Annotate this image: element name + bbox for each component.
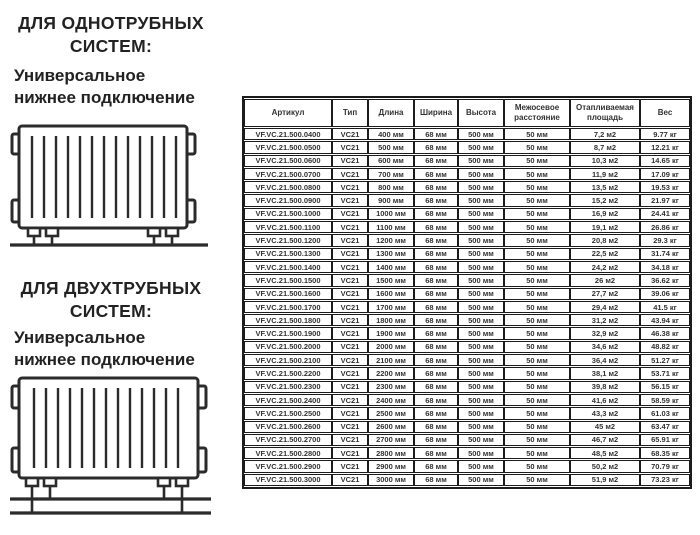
table-cell: 68 мм — [414, 447, 458, 459]
table-row — [244, 274, 690, 286]
table-cell: VC21 — [332, 301, 368, 313]
table-cell: 68 мм — [414, 421, 458, 433]
table-cell: VC21 — [332, 128, 368, 140]
table-cell: 68 мм — [414, 128, 458, 140]
table-cell: 50 мм — [504, 341, 570, 353]
table-cell: 500 мм — [458, 208, 504, 220]
one-pipe-heading-line2: СИСТЕМ: — [69, 36, 153, 57]
table-cell: 500 мм — [458, 327, 504, 339]
table-cell: 500 мм — [458, 261, 504, 273]
table-cell: 50 мм — [504, 155, 570, 167]
table-cell: 500 мм — [458, 301, 504, 313]
table-cell: VC21 — [332, 168, 368, 180]
table-cell: 68 мм — [414, 208, 458, 220]
table-cell: 15,2 м2 — [570, 194, 640, 206]
table-cell: 1100 мм — [368, 221, 414, 233]
table-cell: 68 мм — [414, 288, 458, 300]
table-cell: 70.79 кг — [640, 460, 690, 472]
table-cell: 500 мм — [458, 434, 504, 446]
table-cell: VF.VC.21.500.0800 — [244, 181, 332, 193]
table-cell: 2700 мм — [368, 434, 414, 446]
table-cell: 21.97 кг — [640, 194, 690, 206]
table-cell: 19,1 м2 — [570, 221, 640, 233]
table-cell: VC21 — [332, 208, 368, 220]
table-row — [244, 248, 690, 260]
table-cell: 68 мм — [414, 394, 458, 406]
table-cell: VF.VC.21.500.2400 — [244, 394, 332, 406]
table-cell: 1800 мм — [368, 314, 414, 326]
two-pipe-subheading-line2: нижнее подключение — [14, 350, 195, 370]
table-cell: 43,3 м2 — [570, 407, 640, 419]
one-pipe-heading-line1: ДЛЯ ОДНОТРУБНЫХ — [18, 13, 204, 33]
table-cell: 800 мм — [368, 181, 414, 193]
table-cell: 65.91 кг — [640, 434, 690, 446]
table-cell: 45 м2 — [570, 421, 640, 433]
table-cell: 19.53 кг — [640, 181, 690, 193]
table-cell: 63.47 кг — [640, 421, 690, 433]
table-cell: 500 мм — [458, 354, 504, 366]
table-cell: VC21 — [332, 141, 368, 153]
table-cell: VC21 — [332, 394, 368, 406]
table-cell: 68 мм — [414, 341, 458, 353]
table-cell: 68 мм — [414, 234, 458, 246]
table-cell: VF.VC.21.500.1900 — [244, 327, 332, 339]
table-row — [244, 434, 690, 446]
table-cell: 61.03 кг — [640, 407, 690, 419]
table-cell: 2900 мм — [368, 460, 414, 472]
table-cell: 39.06 кг — [640, 288, 690, 300]
table-cell: 1400 мм — [368, 261, 414, 273]
table-cell: 500 мм — [458, 421, 504, 433]
table-cell: 48,5 м2 — [570, 447, 640, 459]
table-cell: VF.VC.21.500.2000 — [244, 341, 332, 353]
table-cell: 1300 мм — [368, 248, 414, 260]
table-row — [244, 194, 690, 206]
table-cell: 68 мм — [414, 327, 458, 339]
table-row — [244, 421, 690, 433]
table-cell: 48.82 кг — [640, 341, 690, 353]
table-cell: 50 мм — [504, 128, 570, 140]
table-cell: 26.86 кг — [640, 221, 690, 233]
table-cell: 50,2 м2 — [570, 460, 640, 472]
table-cell: 500 мм — [458, 155, 504, 167]
table-cell: VC21 — [332, 421, 368, 433]
table-cell: VC21 — [332, 221, 368, 233]
table-cell: 1500 мм — [368, 274, 414, 286]
table-row — [244, 234, 690, 246]
table-cell: VC21 — [332, 248, 368, 260]
table-cell: 500 мм — [458, 381, 504, 393]
table-cell: 1200 мм — [368, 234, 414, 246]
table-cell: 2200 мм — [368, 367, 414, 379]
table-cell: VF.VC.21.500.1800 — [244, 314, 332, 326]
table-cell: 29.3 кг — [640, 234, 690, 246]
table-cell: 17.09 кг — [640, 168, 690, 180]
table-cell: 26 м2 — [570, 274, 640, 286]
two-pipe-subheading — [14, 327, 234, 371]
table-cell: 500 мм — [458, 194, 504, 206]
table-cell: 27,7 м2 — [570, 288, 640, 300]
table-cell: VC21 — [332, 261, 368, 273]
table-cell: 50 мм — [504, 460, 570, 472]
table-cell: VC21 — [332, 460, 368, 472]
table-cell: VC21 — [332, 341, 368, 353]
table-cell: VC21 — [332, 407, 368, 419]
table-cell: 500 мм — [458, 367, 504, 379]
table-cell: 500 мм — [458, 447, 504, 459]
table-row — [244, 181, 690, 193]
table-cell: 500 мм — [458, 341, 504, 353]
table-cell: 500 мм — [458, 314, 504, 326]
table-cell: 14.65 кг — [640, 155, 690, 167]
table-cell: 46,7 м2 — [570, 434, 640, 446]
column-header: Артикул — [244, 99, 332, 127]
table-cell: 50 мм — [504, 248, 570, 260]
table-header-row — [244, 99, 690, 127]
table-cell: 2100 мм — [368, 354, 414, 366]
table-cell: 51,9 м2 — [570, 474, 640, 486]
table-cell: 29,4 м2 — [570, 301, 640, 313]
two-pipe-heading-line2: СИСТЕМ: — [69, 301, 153, 322]
table-cell: 50 мм — [504, 314, 570, 326]
table-cell: 50 мм — [504, 274, 570, 286]
table-cell: 50 мм — [504, 194, 570, 206]
table-row — [244, 341, 690, 353]
table-row — [244, 301, 690, 313]
table-cell: 50 мм — [504, 327, 570, 339]
table-cell: VF.VC.21.500.2700 — [244, 434, 332, 446]
table-cell: 500 мм — [458, 474, 504, 486]
table-cell: 500 мм — [458, 274, 504, 286]
table-row — [244, 474, 690, 486]
table-cell: 50 мм — [504, 394, 570, 406]
table-cell: 2800 мм — [368, 447, 414, 459]
table-row — [244, 381, 690, 393]
table-cell: VC21 — [332, 381, 368, 393]
table-cell: 68 мм — [414, 181, 458, 193]
table-cell: 41,6 м2 — [570, 394, 640, 406]
table-cell: VF.VC.21.500.1400 — [244, 261, 332, 273]
table-cell: 22,5 м2 — [570, 248, 640, 260]
table-cell: 1600 мм — [368, 288, 414, 300]
table-cell: 68 мм — [414, 301, 458, 313]
table-cell: 68 мм — [414, 407, 458, 419]
table-cell: 50 мм — [504, 447, 570, 459]
table-cell: VF.VC.21.500.1700 — [244, 301, 332, 313]
table-cell: 2500 мм — [368, 407, 414, 419]
table-cell: VC21 — [332, 474, 368, 486]
table-cell: 1000 мм — [368, 208, 414, 220]
table-cell: 2300 мм — [368, 381, 414, 393]
table-cell: 24,2 м2 — [570, 261, 640, 273]
table-cell: 68 мм — [414, 354, 458, 366]
table-cell: 38,1 м2 — [570, 367, 640, 379]
column-header: Высота — [458, 99, 504, 127]
table-cell: 50 мм — [504, 421, 570, 433]
table-row — [244, 141, 690, 153]
table-cell: VF.VC.21.500.2900 — [244, 460, 332, 472]
table-cell: 68 мм — [414, 434, 458, 446]
table-cell: 3000 мм — [368, 474, 414, 486]
radiator-bottom-connection-single-pipe-icon — [8, 116, 210, 254]
table-cell: 68 мм — [414, 141, 458, 153]
table-cell: VF.VC.21.500.0900 — [244, 194, 332, 206]
column-header: Длина — [368, 99, 414, 127]
table-cell: 24.41 кг — [640, 208, 690, 220]
table-row — [244, 447, 690, 459]
two-pipe-heading — [0, 277, 222, 323]
table-cell: VC21 — [332, 274, 368, 286]
table-cell: VC21 — [332, 234, 368, 246]
table-cell: 50 мм — [504, 381, 570, 393]
table-cell: VC21 — [332, 447, 368, 459]
table-cell: VC21 — [332, 354, 368, 366]
table-cell: 1900 мм — [368, 327, 414, 339]
table-cell: 50 мм — [504, 141, 570, 153]
table-row — [244, 155, 690, 167]
table-cell: 9.77 кг — [640, 128, 690, 140]
table-cell: VF.VC.21.500.2600 — [244, 421, 332, 433]
table-cell: 2600 мм — [368, 421, 414, 433]
table-row — [244, 168, 690, 180]
table-cell: 31.74 кг — [640, 248, 690, 260]
column-header: Ширина — [414, 99, 458, 127]
column-header: Отапливаемая площадь — [570, 99, 640, 127]
table-cell: 51.27 кг — [640, 354, 690, 366]
table-cell: 53.71 кг — [640, 367, 690, 379]
table-cell: VC21 — [332, 288, 368, 300]
table-cell: VF.VC.21.500.1600 — [244, 288, 332, 300]
table-cell: 68 мм — [414, 314, 458, 326]
table-cell: 400 мм — [368, 128, 414, 140]
table-cell: 50 мм — [504, 221, 570, 233]
table-cell: 68 мм — [414, 261, 458, 273]
table-cell: 50 мм — [504, 301, 570, 313]
one-pipe-heading — [0, 12, 222, 58]
table-cell: 41.5 кг — [640, 301, 690, 313]
table-cell: 36,4 м2 — [570, 354, 640, 366]
table-cell: 500 мм — [458, 234, 504, 246]
column-header: Межосевое расстояние — [504, 99, 570, 127]
table-cell: 50 мм — [504, 354, 570, 366]
table-row — [244, 314, 690, 326]
table-cell: 7,2 м2 — [570, 128, 640, 140]
one-pipe-subheading-line2: нижнее подключение — [14, 88, 195, 108]
table-cell: 11,9 м2 — [570, 168, 640, 180]
table-cell: VC21 — [332, 327, 368, 339]
table-cell: VF.VC.21.500.1100 — [244, 221, 332, 233]
table-row — [244, 261, 690, 273]
table-cell: 36.62 кг — [640, 274, 690, 286]
table-cell: 68 мм — [414, 194, 458, 206]
table-cell: VF.VC.21.500.1000 — [244, 208, 332, 220]
table-cell: VF.VC.21.500.1500 — [244, 274, 332, 286]
spec-table-container — [242, 96, 688, 489]
table-cell: 32,9 м2 — [570, 327, 640, 339]
column-header: Тип — [332, 99, 368, 127]
table-row — [244, 460, 690, 472]
table-cell: VF.VC.21.500.0400 — [244, 128, 332, 140]
table-cell: 50 мм — [504, 434, 570, 446]
table-cell: 50 мм — [504, 261, 570, 273]
table-cell: 50 мм — [504, 234, 570, 246]
table-cell: VC21 — [332, 194, 368, 206]
table-cell: 500 мм — [458, 181, 504, 193]
table-cell: 500 мм — [458, 394, 504, 406]
table-cell: 50 мм — [504, 474, 570, 486]
radiator-bottom-connection-two-pipe-icon — [8, 372, 213, 520]
two-pipe-subheading-line1: Универсальное — [14, 328, 146, 347]
table-cell: VF.VC.21.500.3000 — [244, 474, 332, 486]
table-cell: 34,6 м2 — [570, 341, 640, 353]
table-cell: 700 мм — [368, 168, 414, 180]
table-cell: 73.23 кг — [640, 474, 690, 486]
table-cell: VC21 — [332, 314, 368, 326]
table-cell: 10,3 м2 — [570, 155, 640, 167]
two-pipe-heading-line1: ДЛЯ ДВУХТРУБНЫХ — [20, 278, 202, 298]
table-cell: VC21 — [332, 155, 368, 167]
table-cell: 500 мм — [458, 288, 504, 300]
table-cell: 2000 мм — [368, 341, 414, 353]
table-cell: 68 мм — [414, 168, 458, 180]
table-cell: 13,5 м2 — [570, 181, 640, 193]
table-cell: 20,8 м2 — [570, 234, 640, 246]
table-cell: 68 мм — [414, 221, 458, 233]
table-cell: 39,8 м2 — [570, 381, 640, 393]
table-row — [244, 354, 690, 366]
table-row — [244, 221, 690, 233]
table-cell: 68 мм — [414, 460, 458, 472]
one-pipe-subheading — [14, 65, 234, 109]
column-header: Вес — [640, 99, 690, 127]
table-cell: VF.VC.21.500.2100 — [244, 354, 332, 366]
table-cell: VF.VC.21.500.0700 — [244, 168, 332, 180]
table-cell: 68 мм — [414, 248, 458, 260]
table-cell: VC21 — [332, 434, 368, 446]
one-pipe-subheading-line1: Универсальное — [14, 66, 146, 85]
table-cell: 16,9 м2 — [570, 208, 640, 220]
table-cell: 50 мм — [504, 407, 570, 419]
table-cell: 500 мм — [458, 168, 504, 180]
table-cell: 12.21 кг — [640, 141, 690, 153]
table-cell: VF.VC.21.500.1200 — [244, 234, 332, 246]
table-cell: 68 мм — [414, 274, 458, 286]
table-cell: VC21 — [332, 367, 368, 379]
table-cell: VF.VC.21.500.2200 — [244, 367, 332, 379]
table-cell: VF.VC.21.500.2800 — [244, 447, 332, 459]
table-cell: VF.VC.21.500.0500 — [244, 141, 332, 153]
table-cell: 1700 мм — [368, 301, 414, 313]
table-cell: 500 мм — [458, 141, 504, 153]
table-cell: 500 мм — [368, 141, 414, 153]
table-cell: 31,2 м2 — [570, 314, 640, 326]
table-cell: 900 мм — [368, 194, 414, 206]
table-cell: 600 мм — [368, 155, 414, 167]
radiator-spec-table — [242, 96, 692, 489]
table-row — [244, 208, 690, 220]
table-row — [244, 128, 690, 140]
table-cell: 50 мм — [504, 168, 570, 180]
table-cell: 500 мм — [458, 248, 504, 260]
table-cell: VF.VC.21.500.2300 — [244, 381, 332, 393]
table-row — [244, 407, 690, 419]
table-cell: 500 мм — [458, 460, 504, 472]
table-row — [244, 288, 690, 300]
table-cell: 68 мм — [414, 367, 458, 379]
table-cell: 34.18 кг — [640, 261, 690, 273]
table-cell: 68 мм — [414, 381, 458, 393]
table-cell: 68 мм — [414, 474, 458, 486]
table-cell: 56.15 кг — [640, 381, 690, 393]
table-cell: VF.VC.21.500.0600 — [244, 155, 332, 167]
table-cell: VF.VC.21.500.1300 — [244, 248, 332, 260]
table-cell: 46.38 кг — [640, 327, 690, 339]
table-cell: VF.VC.21.500.2500 — [244, 407, 332, 419]
table-cell: 500 мм — [458, 128, 504, 140]
table-cell: 2400 мм — [368, 394, 414, 406]
table-row — [244, 327, 690, 339]
table-cell: 68.35 кг — [640, 447, 690, 459]
table-row — [244, 394, 690, 406]
table-cell: 58.59 кг — [640, 394, 690, 406]
table-cell: 50 мм — [504, 181, 570, 193]
left-panel — [0, 0, 235, 535]
table-cell: 50 мм — [504, 208, 570, 220]
table-cell: VC21 — [332, 181, 368, 193]
table-cell: 50 мм — [504, 367, 570, 379]
table-cell: 68 мм — [414, 155, 458, 167]
table-cell: 43.94 кг — [640, 314, 690, 326]
table-row — [244, 367, 690, 379]
table-cell: 50 мм — [504, 288, 570, 300]
table-cell: 8,7 м2 — [570, 141, 640, 153]
table-cell: 500 мм — [458, 407, 504, 419]
table-cell: 500 мм — [458, 221, 504, 233]
